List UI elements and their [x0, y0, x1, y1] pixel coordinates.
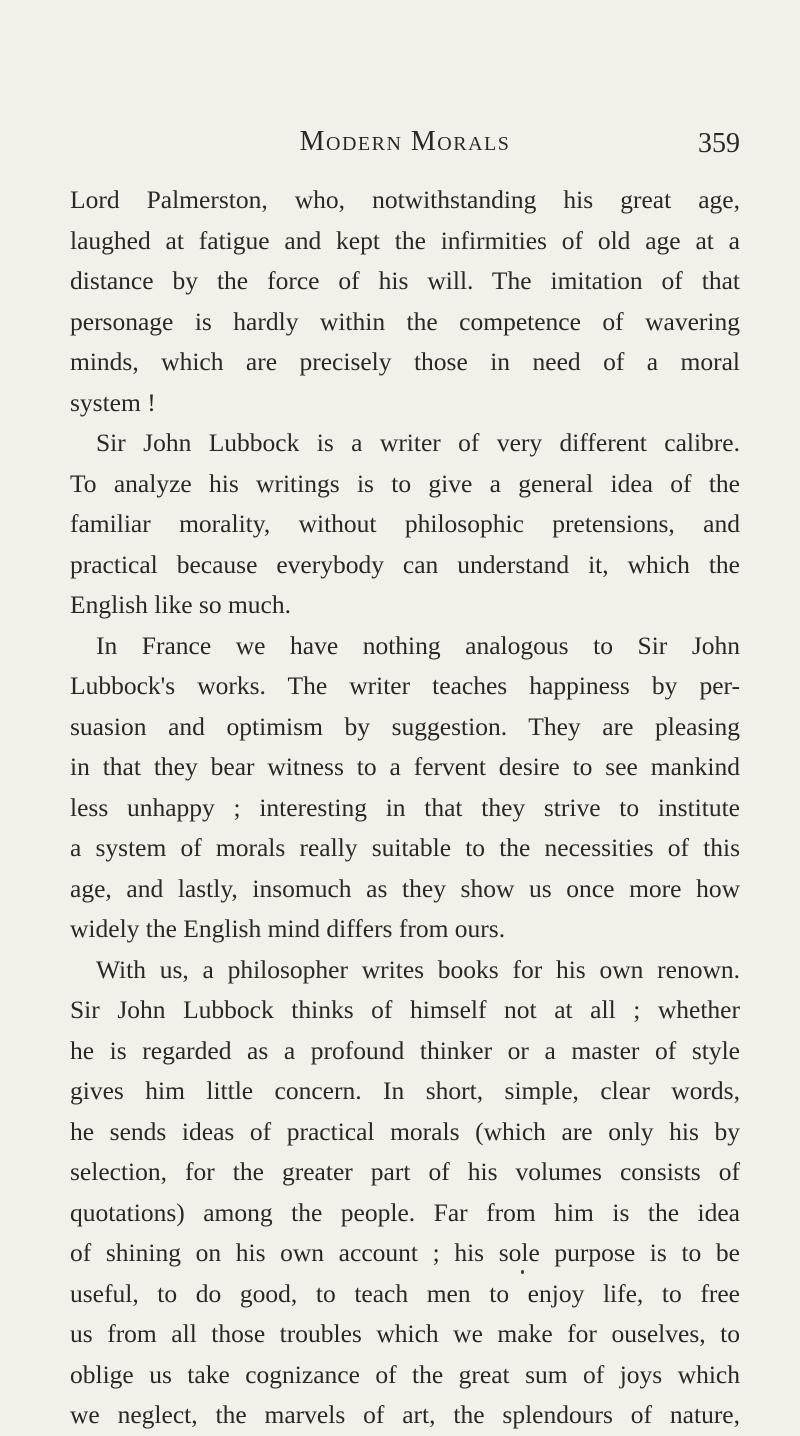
text-line: familiar morality, without philosophic pretensions, and [70, 509, 740, 538]
text-line: Sir John Lubbock is a writer of very different calibre. [96, 428, 740, 457]
text-line: In France we have nothing analogous to Sir John [96, 630, 740, 660]
text-line: he is regarded as a profound thinker or a master of style [70, 1035, 740, 1065]
text-line: less unhappy ; interesting in that they strive to institute [70, 792, 740, 822]
ink-speck [521, 1270, 524, 1274]
text-line: English like so much. [70, 590, 291, 619]
text-line: laughed at fatigue and kept the infirmities of old age at a [70, 225, 740, 255]
running-head [70, 126, 740, 166]
text-line: suasion and optimism by suggestion. They are pleasing [70, 711, 740, 741]
text-line: a system of morals really suitable to the necessities of this [70, 833, 740, 862]
text-line: minds, which are precisely those in need of a moral [70, 347, 740, 376]
text-line: Sir John Lubbock thinks of himself not at all ; whether [70, 995, 740, 1024]
text-line: quotations) among the people. Far from him is the idea [70, 1197, 740, 1227]
text-line: age, and lastly, insomuch as they show us once more how [70, 873, 740, 903]
text-line: us from all those troubles which we make for ouselves, to [70, 1319, 740, 1348]
text-line: practical because everybody can understand it, which the [70, 549, 740, 579]
text-line: With us, a philosopher writes books for his own renown. [96, 954, 740, 984]
text-line: To analyze his writings is to give a general idea of the [70, 468, 740, 498]
text-line: Lord Palmerston, who, notwithstanding his great age, [70, 185, 740, 214]
text-line: gives him little concern. In short, simple, clear words, [70, 1076, 740, 1105]
text-line: selection, for the greater part of his volumes consists of [70, 1157, 740, 1186]
text-line: we neglect, the marvels of art, the splendours of nature, [70, 1400, 740, 1429]
running-title: Modern Morals [299, 126, 511, 157]
text-line: of shining on his own account ; his sole purpose is to be [70, 1238, 740, 1267]
page-number: 359 [698, 128, 740, 159]
text-line: he sends ideas of practical morals (which are only his by [70, 1116, 740, 1146]
text-line: in that they bear witness to a fervent desire to see mankind [70, 752, 740, 781]
text-line: distance by the force of his will. The imitation of that [70, 266, 740, 295]
text-line: system ! [70, 387, 156, 417]
text-line: oblige us take cognizance of the great sum of joys which [70, 1359, 740, 1389]
text-line: widely the English mind differs from ours. [70, 914, 506, 943]
text-line: Lubbock's works. The writer teaches happiness by per- [70, 671, 740, 700]
body-text [70, 180, 740, 1436]
text-line: personage is hardly within the competence of wavering [70, 306, 740, 336]
text-line: useful, to do good, to teach men to enjoy life, to free [70, 1278, 740, 1308]
